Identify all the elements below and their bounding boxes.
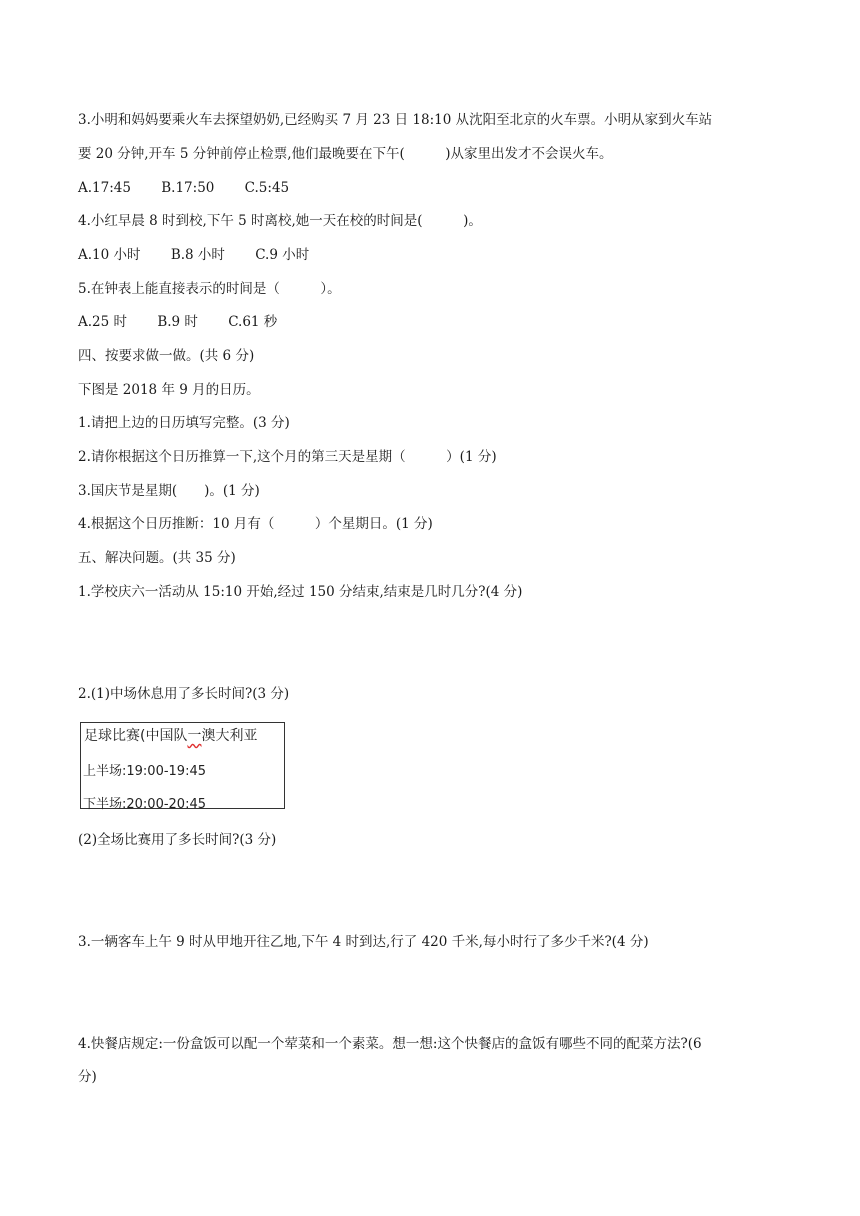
q3-text-line2: 要 20 分钟,开车 5 分钟前停止检票,他们最晚要在下午( )从家里出发才不会误火车。 bbox=[78, 146, 613, 162]
first-half-time: 上半场:19:00-19:45 bbox=[83, 764, 206, 779]
section5-heading: 五、解决问题。(共 35 分) bbox=[78, 550, 236, 566]
q3-options bbox=[78, 179, 315, 197]
q5-options bbox=[78, 313, 303, 331]
section4-item-3: 3.国庆节是星期( )。(1 分) bbox=[78, 483, 260, 499]
q5-option-a: A.25 时 bbox=[78, 314, 128, 330]
q3-option-b: B.17:50 bbox=[161, 180, 215, 196]
q3-option-a: A.17:45 bbox=[78, 180, 131, 196]
problem-1: 1.学校庆六一活动从 15:10 开始,经过 150 分结束,结束是几时几分?(4 分) bbox=[78, 584, 523, 600]
q4-option-a: A.10 小时 bbox=[78, 247, 141, 263]
q3-text-line1: 3.小明和妈妈要乘火车去探望奶奶,已经购买 7 月 23 日 18:10 从沈阳至北京的火车票。小明从家到火车站 bbox=[78, 112, 713, 128]
problem-3: 3.一辆客车上午 9 时从甲地开往乙地,下午 4 时到达,行了 420 千米,每小时行了多少千米?(4 分) bbox=[78, 934, 649, 950]
second-half-time: 下半场:20:00-20:45 bbox=[83, 797, 206, 812]
problem-2-part2: (2)全场比赛用了多长时间?(3 分) bbox=[78, 832, 277, 848]
section4-item-4: 4.根据这个日历推断：10 月有（ ）个星期日。(1 分) bbox=[78, 516, 433, 532]
q4-text: 4.小红早晨 8 时到校,下午 5 时离校,她一天在校的时间是( )。 bbox=[78, 213, 482, 229]
section4-item-1: 1.请把上边的日历填写完整。(3 分) bbox=[78, 415, 290, 431]
section4-intro: 下图是 2018 年 9 月的日历。 bbox=[78, 382, 260, 398]
match-schedule-box bbox=[80, 722, 285, 812]
q3-option-c: C.5:45 bbox=[244, 180, 290, 196]
problem-4-line1: 4.快餐店规定:一份盒饭可以配一个荤菜和一个素菜。想一想:这个快餐店的盒饭有哪些不同的配菜方法?(6 bbox=[78, 1036, 702, 1052]
q5-text: 5.在钟表上能直接表示的时间是（ ）。 bbox=[78, 281, 341, 297]
q5-option-b: B.9 时 bbox=[157, 314, 198, 330]
match-title: 足球比赛(中国队一澳大利亚 bbox=[84, 728, 258, 744]
section4-heading: 四、按要求做一做。(共 6 分) bbox=[78, 348, 255, 364]
section4-item-2: 2.请你根据这个日历推算一下,这个月的第三天是星期（ ）(1 分) bbox=[78, 449, 497, 465]
q5-option-c: C.61 秒 bbox=[228, 314, 278, 330]
q4-options bbox=[78, 246, 335, 264]
problem-2-part1: 2.(1)中场休息用了多长时间?(3 分) bbox=[78, 686, 290, 702]
q4-option-b: B.8 小时 bbox=[170, 247, 225, 263]
spellcheck-underlined-char: 一 bbox=[187, 728, 202, 744]
q4-option-c: C.9 小时 bbox=[255, 247, 310, 263]
problem-4-line2: 分) bbox=[78, 1069, 97, 1085]
